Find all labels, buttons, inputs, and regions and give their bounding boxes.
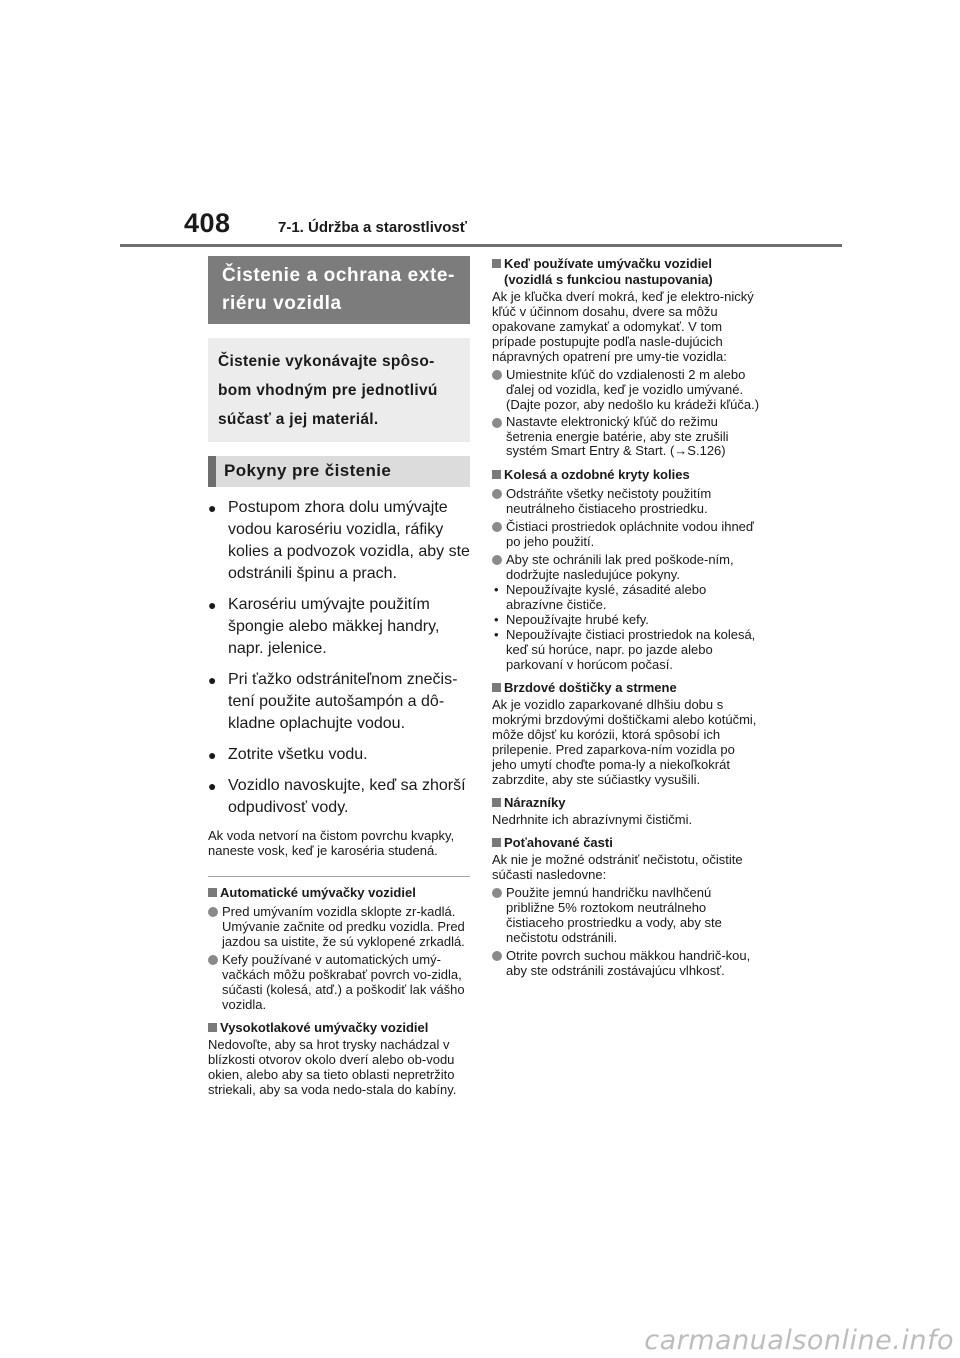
key-washer-text: Ak je kľučka dverí mokrá, keď je elektro-nický kľúč v účinnom dosahu, dvere sa môžu opakovane zamykať a odomykať. V tom prípade postupujte podľa nasle-dujúcich nápravných opatrení pre umy-tie vozidla: (492, 289, 754, 364)
list-item: ● Vozidlo navoskujte, keď sa zhorší odpudivosť vody. (208, 777, 466, 816)
dot-bullet-icon (208, 955, 218, 965)
square-bullet-icon (492, 683, 501, 692)
brakes-text: Ak je vozidlo zaparkované dlhšiu dobu s mokrými brzdovými doštičkami alebo kotúčmi, môže dôjsť ku korózii, ktorá spôsobí ich prilepenie. Pred zaparkova-ním vozidla po jeho umytí choďte poma-ly a niekoľkokrát zabrzdite, aby ste súčiastky vysušili. (492, 696, 757, 787)
section-title: Čistenie a ochrana exte-riéru vozidla (208, 256, 470, 324)
brakes-title: Brzdové doštičky a strmene (492, 680, 762, 696)
bullet-icon: ● (208, 597, 217, 613)
automatic-washers-title: Automatické umývačky vozidiel (208, 885, 470, 901)
list-item: Pred umývaním vozidla sklopte zr-kadlá. Umývanie začnite od predku vozidla. Pred jazdou sa uistite, že sú vyklopené zrkadlá. (208, 904, 470, 949)
dot-bullet-icon (492, 555, 502, 565)
square-bullet-icon (208, 1023, 217, 1032)
bullet-icon: ● (208, 500, 217, 516)
bullet-icon: ● (208, 778, 217, 794)
wheels-title: Kolesá a ozdobné kryty kolies (492, 467, 762, 483)
list-item: Kefy používané v automatických umý-vačkách môžu poškrabať povrch vo-zidla, súčasti (kolesá, atď.) a poškodiť lak vášho vozidla. (208, 952, 470, 1012)
pressure-washers-title: Vysokotlakové umývačky vozidiel (208, 1020, 470, 1036)
list-item: ● Pri ťažko odstrániteľnom znečis-tení použite autošampón a dô-kladne oplachujte vodou. (208, 671, 458, 732)
dot-bullet-icon (492, 522, 502, 532)
dot-bullet-icon (208, 907, 218, 917)
page-number: 408 (184, 208, 231, 238)
dash-bullet-icon: • (494, 611, 499, 627)
list-item: Odstráňte všetky nečistoty použitím neutrálneho čistiaceho prostriedku. (492, 486, 762, 516)
bullet-icon: ● (208, 747, 217, 763)
dash-bullet-icon: • (494, 626, 499, 642)
key-washer-title: Keď používate umývačku vozidiel (vozidlá s funkciou nastupovania) (492, 256, 762, 288)
header-rule (120, 244, 842, 247)
plated-parts-title: Poťahované časti (492, 835, 762, 851)
list-item: Aby ste ochránili lak pred poškode-ním, dodržujte nasledujúce pokyny. (492, 552, 762, 582)
square-bullet-icon (492, 470, 501, 479)
list-item: Použite jemnú handričku navlhčenú približne 5% roztokom neutrálneho čistiaceho prostriedku a vody, aby ste nečistotu odstránili. (492, 885, 762, 945)
plated-parts-text: Ak nie je možné odstrániť nečistotu, očistite súčasti nasledovne: (492, 851, 743, 882)
square-bullet-icon (208, 888, 217, 897)
divider (208, 876, 470, 877)
list-item: ● Postupom zhora dolu umývajte vodou karosériu vozidla, ráfiky kolies a podvozok vozidla, aby ste odstránili špinu a prach. (208, 499, 470, 582)
list-item: ● Karosériu umývajte použitím špongie alebo mäkkej handry, napr. jelenice. (208, 596, 440, 657)
bullet-icon: ● (208, 672, 217, 688)
chapter-title: 7-1. Údržba a starostlivosť (278, 219, 467, 236)
left-column (208, 256, 470, 1097)
pressure-washers-text: Nedovoľte, aby sa hrot trysky nachádzal v blízkosti otvorov okolo dverí alebo ob-vodu okien, alebo aby sa tieto oblasti nepretržito striekali, aby sa voda nedo-stala do kabíny. (208, 1037, 457, 1097)
dot-bullet-icon (492, 951, 502, 961)
wax-note: Ak voda netvorí na čistom povrchu kvapky, naneste vosk, keď je karoséria studená. (208, 828, 455, 858)
cleaning-steps-list (208, 497, 470, 819)
right-column (492, 256, 762, 978)
dot-bullet-icon (492, 888, 502, 898)
list-item: Otrite povrch suchou mäkkou handrič-kou, aby ste odstránili zostávajúcu vlhkosť. (492, 948, 762, 978)
square-bullet-icon (492, 798, 501, 807)
dash-bullet-icon: • (494, 581, 499, 597)
subsection-heading: Pokyny pre čistenie (208, 456, 470, 487)
bumpers-text: Nedrhnite ich abrazívnymi čističmi. (492, 811, 693, 827)
dot-bullet-icon (492, 370, 502, 380)
page-header (0, 208, 960, 248)
section-intro: Čistenie vykonávajte spôso-bom vhodným pre jednotlivú súčasť a jej materiál. (208, 338, 470, 442)
list-item: • Nepoužívajte čistiaci prostriedok na kolesá, keď sú horúce, napr. po jazde alebo parkovaní v horúcom počasí. (494, 626, 756, 672)
watermark-text: carmanualsonline.info (644, 1325, 954, 1356)
list-item: ● Zotrite všetku vodu. (208, 744, 470, 766)
square-bullet-icon (492, 838, 501, 847)
dot-bullet-icon (492, 489, 502, 499)
list-item: Čistiaci prostriedok opláchnite vodou ihneď po jeho použití. (492, 519, 762, 549)
list-item: • Nepoužívajte hrubé kefy. (494, 611, 649, 627)
bumpers-title: Nárazníky (492, 795, 762, 811)
list-item: Nastavte elektronický kľúč do režimu šetrenia energie batérie, aby ste zrušili systém Smart Entry & Start. (→S.126) (492, 415, 762, 459)
dot-bullet-icon (492, 418, 502, 428)
list-item: Umiestnite kľúč do vzdialenosti 2 m alebo ďalej od vozidla, keď je vozidlo umývané. (Dajte pozor, aby nedošlo ku krádeži kľúča.) (492, 367, 762, 412)
list-item: • Nepoužívajte kyslé, zásadité alebo abrazívne čističe. (494, 581, 707, 612)
square-bullet-icon (492, 259, 501, 268)
